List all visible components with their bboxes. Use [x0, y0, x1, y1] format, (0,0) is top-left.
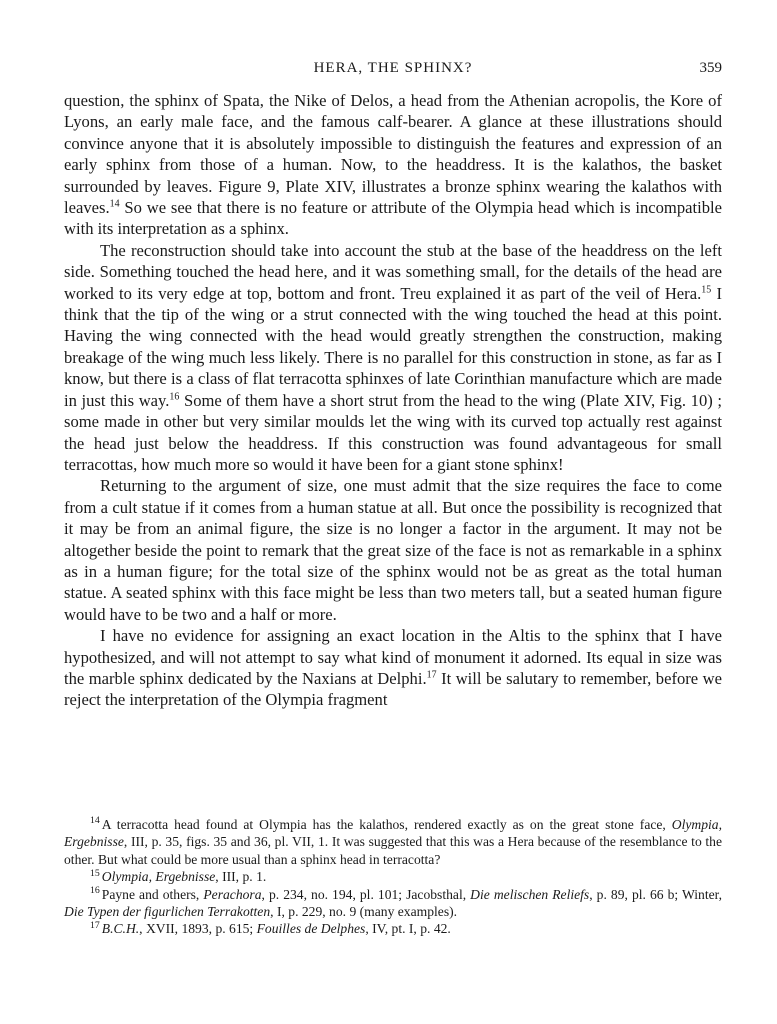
footnote-14 [64, 816, 722, 868]
footnote-text: Payne and others, [101, 886, 204, 902]
footnote-15 [64, 868, 722, 885]
running-head [64, 60, 722, 80]
running-title: HERA, THE SPHINX? [313, 60, 473, 76]
footnote-text: A terracotta head found at Olympia has the kalathos, rendered exactly as on the great stone face, [101, 817, 672, 832]
citation-title: Olympia, Ergebnisse [101, 869, 216, 885]
paragraph-1 [64, 90, 722, 240]
paragraph-text: I think that the tip of the wing or a strut connected with the wing touched the head at this point. Having the wing connected with the head would greatly strengthen the construction, making breakage of the wing much less likely. There is no parallel for this construction in stone, as far as I know, but there is a class of flat terracotta sphinxes of late Corinthian manufacture which are made in just this way. [64, 283, 722, 410]
footnote-text: , III, p. 1. [215, 869, 267, 885]
paragraph-2 [64, 240, 722, 475]
body-text [64, 90, 722, 711]
footnote-number: 16 [90, 885, 100, 897]
footnote-number: 17 [90, 919, 100, 931]
footnote-ref-17: 17 [426, 669, 437, 681]
footnote-text: , XVII, 1893, p. 615; [139, 921, 257, 937]
citation-title: Olympia, Ergebnisse [64, 817, 722, 850]
footnote-text: , III, p. 35, figs. 35 and 36, pl. VII, 1. It was suggested that this was a Hera because of the resemblance to the other. But what could be more usual than a sphinx head in terracotta? [64, 834, 722, 867]
paragraph-text: question, the sphinx of Spata, the Nike of Delos, a head from the Athenian acropolis, the Kore of Lyons, an early male face, and the famous calf-bearer. A glance at these illustrations should convince anyone that it is absolutely impossible to distinguish the features and expression of an early sphinx from those of a human. Now, to the headdress. It is the kalathos, the basket surrounded by leaves. Figure 9, Plate XIV, illustrates a bronze sphinx wearing the kalathos with leaves. [64, 91, 722, 218]
page-number: 359 [699, 60, 722, 76]
footnote-text: , p. 234, no. 194, pl. 101; Jacobsthal, [261, 886, 471, 902]
citation-title: Perachora [203, 886, 262, 902]
paragraph-text: I have no evidence for assigning an exact location in the Altis to the sphinx that I have hypothesized, and will not attempt to say what kind of monument it adorned. Its equal in size was the marble sphinx dedicated by the Naxians at Delphi. [64, 626, 722, 688]
citation-title: Die melischen Reliefs [470, 886, 590, 902]
footnote-17 [64, 920, 722, 937]
paragraph-text: The reconstruction should take into account the stub at the base of the headdress on the left side. Something touched the head here, and it was something small, for the details of the head are worked to its very edge at top, bottom and front. Treu explained it as part of the veil of Hera. [64, 240, 722, 303]
footnote-text: , p. 89, pl. 66 b; Winter, [589, 886, 723, 902]
footnote-16 [64, 886, 722, 921]
footnote-number: 14 [90, 815, 100, 827]
paragraph-4 [64, 625, 722, 711]
footnote-ref-16: 16 [169, 391, 180, 403]
paragraph-3: Returning to the argument of size, one must admit that the size requires the face to come from a cult statue if it comes from a human statue at all. But once the possibility is recognized that it may be from an animal figure, the size is no longer a factor in the argument. It may not be altogether beside the point to remark that the great size of the face is not as remarkable in a sphinx as in a human figure; for the total size of the sphinx would not be as great as the total human statue. A seated sphinx with this face might be less than two meters tall, but a seated human figure would have to be two and a half or more. [64, 476, 722, 624]
paragraph-text: It will be salutary to remember, before we reject the interpretation of the Olympia fragment [64, 668, 723, 710]
paragraph-text: So we see that there is no feature or attribute of the Olympia head which is incompatible with its interpretation as a sphinx. [64, 198, 722, 239]
footnotes [64, 816, 722, 938]
footnote-ref-15: 15 [701, 284, 712, 296]
paragraph-text: Some of them have a short strut from the head to the wing (Plate XIV, Fig. 10) ; some made in other but very similar moulds let the wing with its curved top actually rest against the head just below the headdress. If this construction was found advantageous for small terracottas, how much more so would it have been for a giant stone sphinx! [64, 390, 722, 474]
footnote-text: , IV, pt. I, p. 42. [365, 921, 451, 937]
footnote-number: 15 [90, 867, 100, 879]
citation-title: Fouilles de Delphes [256, 921, 366, 937]
footnote-text: , I, p. 229, no. 9 (many examples). [270, 904, 458, 920]
citation-title: B.C.H. [101, 921, 140, 937]
citation-title: Die Typen der figurlichen Terrakotten [64, 904, 271, 920]
footnote-ref-14: 14 [109, 198, 120, 210]
